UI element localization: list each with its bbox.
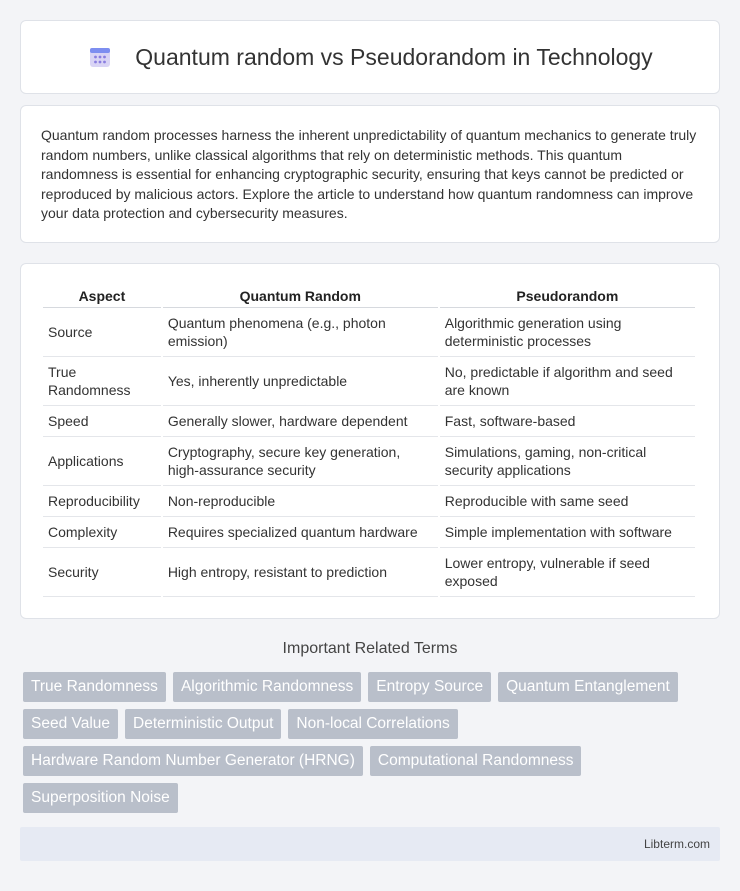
cell-quantum: Cryptography, secure key generation, high-assurance security	[163, 437, 438, 486]
tag-algorithmic-randomness[interactable]: Algorithmic Randomness	[173, 672, 361, 702]
header-quantum-random: Quantum Random	[163, 286, 438, 308]
table-row	[43, 357, 695, 406]
tag-seed-value[interactable]: Seed Value	[23, 709, 118, 739]
cell-quantum: Quantum phenomena (e.g., photon emission)	[163, 308, 438, 357]
page-title: Quantum random vs Pseudorandom in Technology	[135, 43, 653, 70]
tag-non-local-correlations[interactable]: Non-local Correlations	[288, 709, 457, 739]
cell-quantum: Yes, inherently unpredictable	[163, 357, 438, 406]
tag-quantum-entanglement[interactable]: Quantum Entanglement	[498, 672, 678, 702]
header-pseudorandom: Pseudorandom	[440, 286, 695, 308]
tag-hardware-rng[interactable]: Hardware Random Number Generator (HRNG)	[23, 746, 363, 776]
cell-aspect: True Randomness	[43, 357, 161, 406]
cell-aspect: Reproducibility	[43, 486, 161, 517]
tag-true-randomness[interactable]: True Randomness	[23, 672, 166, 702]
cell-pseudo: No, predictable if algorithm and seed are known	[440, 357, 695, 406]
table-header-row	[43, 286, 695, 308]
related-terms-title: Important Related Terms	[282, 640, 458, 657]
table-row	[43, 406, 695, 437]
cell-aspect: Complexity	[43, 517, 161, 548]
table-row	[43, 308, 695, 357]
cell-pseudo: Simulations, gaming, non-critical security applications	[440, 437, 695, 486]
table-row	[43, 548, 695, 597]
footer-site-link[interactable]: Libterm.com	[643, 837, 710, 851]
tag-deterministic-output[interactable]: Deterministic Output	[125, 709, 281, 739]
cell-quantum: High entropy, resistant to prediction	[163, 548, 438, 597]
intro-card	[20, 105, 720, 243]
table-row	[43, 486, 695, 517]
cell-pseudo: Simple implementation with software	[440, 517, 695, 548]
tag-superposition-noise[interactable]: Superposition Noise	[23, 783, 178, 813]
cell-pseudo: Fast, software-based	[440, 406, 695, 437]
cell-pseudo: Lower entropy, vulnerable if seed exposed	[440, 548, 695, 597]
cell-quantum: Non-reproducible	[163, 486, 438, 517]
cell-pseudo: Algorithmic generation using deterministic processes	[440, 308, 695, 357]
comparison-table-card	[20, 263, 720, 619]
cell-aspect: Speed	[43, 406, 161, 437]
cell-quantum: Requires specialized quantum hardware	[163, 517, 438, 548]
cell-aspect: Security	[43, 548, 161, 597]
cell-aspect: Applications	[43, 437, 161, 486]
cell-quantum: Generally slower, hardware dependent	[163, 406, 438, 437]
tag-entropy-source[interactable]: Entropy Source	[368, 672, 491, 702]
comparison-table	[41, 286, 697, 597]
header-aspect: Aspect	[43, 286, 161, 308]
footer	[20, 827, 720, 861]
calendar-grid-icon	[87, 44, 113, 70]
table-row	[43, 437, 695, 486]
cell-pseudo: Reproducible with same seed	[440, 486, 695, 517]
related-terms-list	[23, 672, 723, 820]
tag-computational-randomness[interactable]: Computational Randomness	[370, 746, 582, 776]
cell-aspect: Source	[43, 308, 161, 357]
table-row	[43, 517, 695, 548]
intro-text: Quantum random processes harness the inherent unpredictability of quantum mechanics to generate truly random numbers, unlike classical algorithms that rely on deterministic methods. This quantum randomness is essential for enhancing cryptographic security, ensuring that keys cannot be predicted or reproduced by malicious actors. Explore the article to understand how quantum randomness can improve your data protection and cybersecurity measures.	[41, 127, 697, 221]
header-card	[20, 20, 720, 94]
